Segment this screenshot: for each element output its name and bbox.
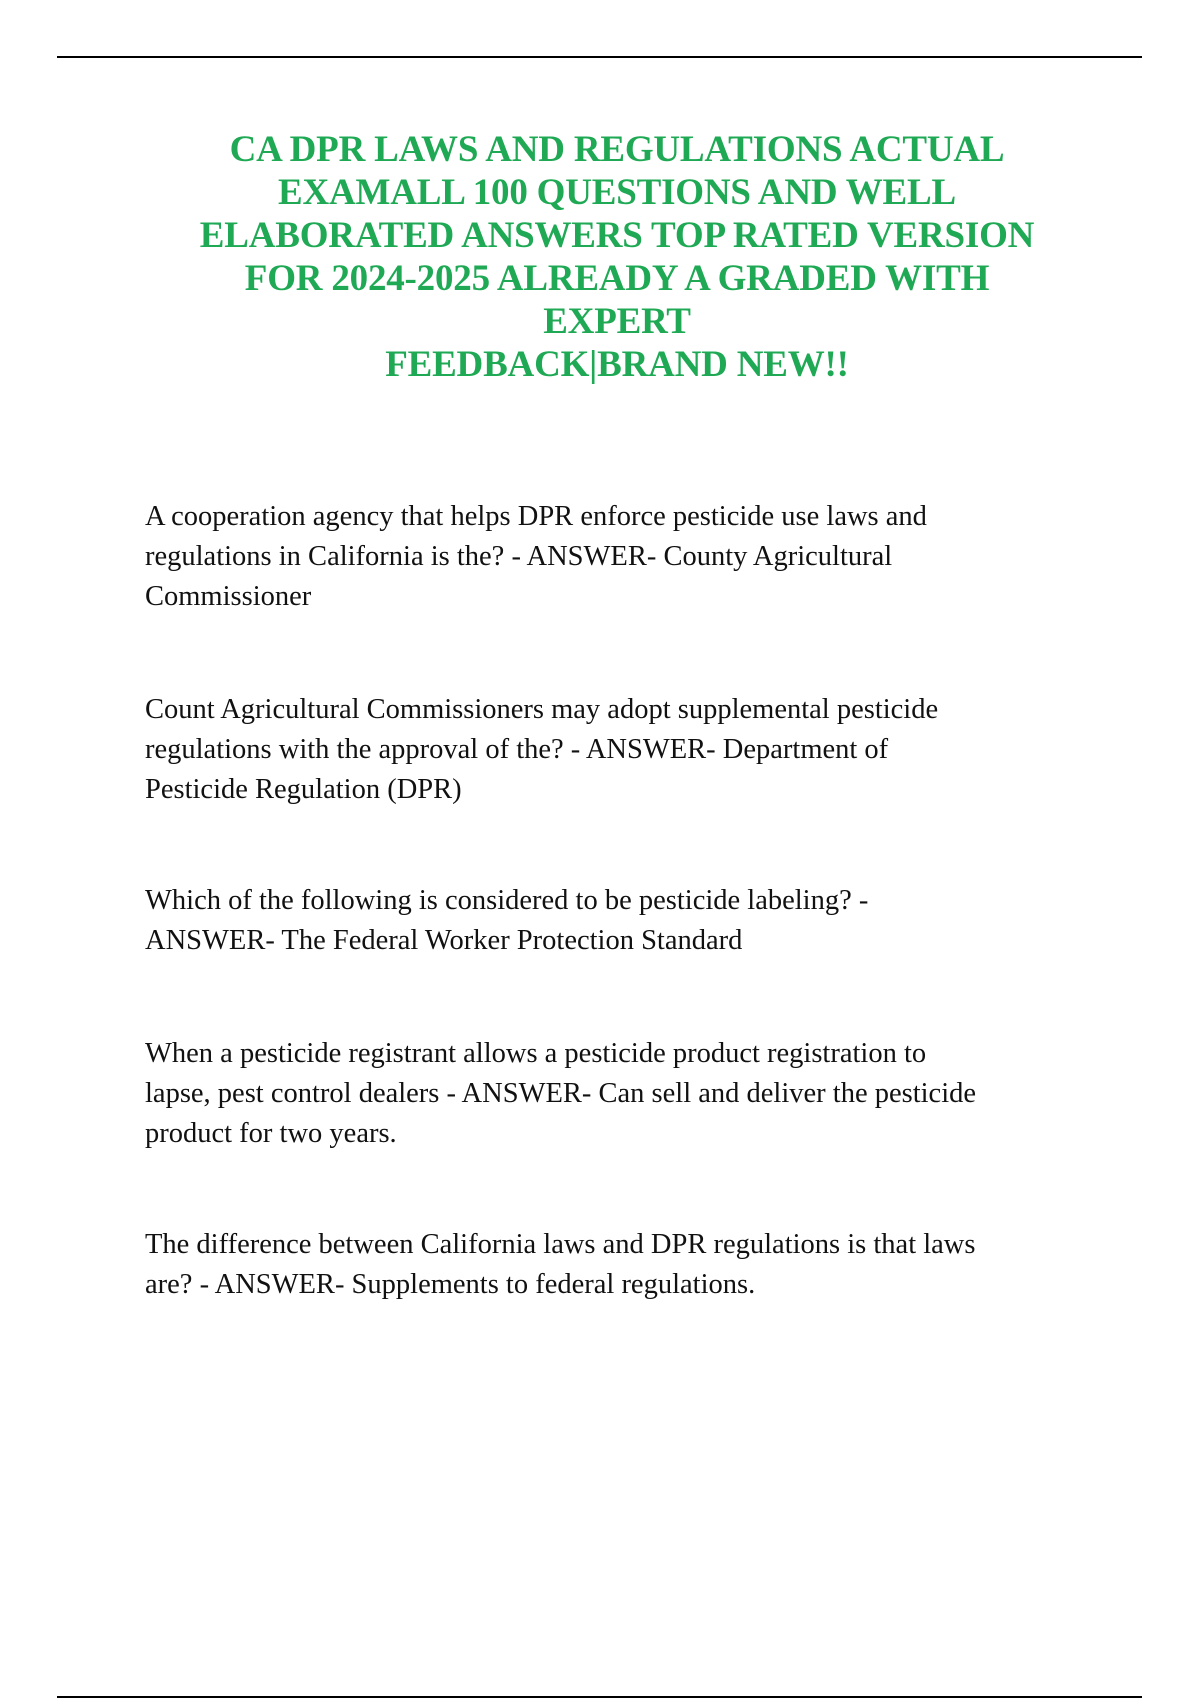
title-line: CA DPR LAWS AND REGULATIONS ACTUAL <box>229 129 1005 170</box>
qa-item <box>145 1225 1095 1305</box>
qa-line: Commissioner <box>145 581 312 612</box>
qa-item <box>145 497 1095 617</box>
qa-line: Pesticide Regulation (DPR) <box>145 774 462 805</box>
document-title <box>150 128 1084 386</box>
qa-line: ANSWER- The Federal Worker Protection Standard <box>145 925 743 956</box>
top-divider <box>57 56 1142 58</box>
qa-line: The difference between California laws and DPR regulations is that laws <box>145 1229 976 1260</box>
title-line: EXAMALL 100 QUESTIONS AND WELL <box>278 172 956 213</box>
qa-line: Which of the following is considered to be pesticide labeling? - <box>145 885 869 916</box>
qa-line: regulations in California is the? - ANSWER- County Agricultural <box>145 541 893 572</box>
qa-item <box>145 1034 1095 1154</box>
qa-line: product for two years. <box>145 1118 397 1149</box>
qa-line: are? - ANSWER- Supplements to federal regulations. <box>145 1269 756 1300</box>
qa-item <box>145 690 1095 810</box>
qa-line: lapse, pest control dealers - ANSWER- Can sell and deliver the pesticide <box>145 1078 977 1109</box>
title-line: ELABORATED ANSWERS TOP RATED VERSION <box>199 215 1035 256</box>
title-line: FEEDBACK|BRAND NEW!! <box>385 344 849 385</box>
title-line: EXPERT <box>543 301 691 342</box>
qa-line: Count Agricultural Commissioners may adopt supplemental pesticide <box>145 694 939 725</box>
question-answer-list <box>145 497 1095 1305</box>
qa-line: When a pesticide registrant allows a pesticide product registration to <box>145 1038 927 1069</box>
title-line: FOR 2024-2025 ALREADY A GRADED WITH <box>244 258 990 299</box>
qa-line: A cooperation agency that helps DPR enforce pesticide use laws and <box>145 501 927 532</box>
qa-item <box>145 881 1095 961</box>
bottom-divider <box>57 1696 1142 1698</box>
qa-line: regulations with the approval of the? - ANSWER- Department of <box>145 734 889 765</box>
